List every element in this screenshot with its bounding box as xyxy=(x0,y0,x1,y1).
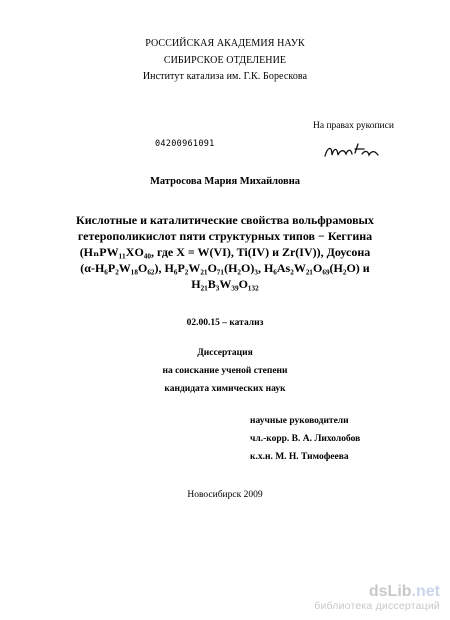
place-year: Новосибирск 2009 xyxy=(187,490,263,500)
supervisor-2: к.х.н. М. Н. Тимофеева xyxy=(250,452,349,462)
dissertation-label: Диссертация xyxy=(197,348,253,358)
document-number: 04200961091 xyxy=(155,139,215,149)
branch-name: СИБИРСКОЕ ОТДЕЛЕНИЕ xyxy=(163,55,287,66)
supervisors-heading: научные руководители xyxy=(250,416,349,426)
academy-name: РОССИЙСКАЯ АКАДЕМИЯ НАУК xyxy=(145,38,305,49)
author-name: Матросова Мария Михайловна xyxy=(149,176,301,187)
title-line-2: гетерополикислот пяти структурных типов − Кеггина xyxy=(77,229,373,243)
supervisor-1: чл.-корр. В. А. Лихолобов xyxy=(250,434,361,444)
watermark xyxy=(314,583,440,612)
degree-line-1: на соискание ученой степени xyxy=(162,366,288,376)
institute-name: Институт катализа им. Г.К. Борескова xyxy=(142,71,308,82)
watermark-subtitle: библиотека диссертаций xyxy=(314,600,440,612)
degree-line-2: кандидата химических наук xyxy=(164,384,286,394)
title-line-5: H₂₁B₃W₃₉O₁₃₂ xyxy=(191,277,259,291)
rights-notice: На правах рукописи xyxy=(313,121,394,131)
title-line-1: Кислотные и каталитические свойства вольфрамовых xyxy=(76,213,374,227)
specialty-code: 02.00.15 – катализ xyxy=(186,318,264,328)
watermark-logo: dsLib.net xyxy=(368,583,440,600)
signature xyxy=(322,140,380,164)
title-line-3: (HₙPW₁₁XO₄₀, где X = W(VI), Ti(IV) и Zr(IV)), Доусона xyxy=(79,245,371,259)
title-line-4: (α-H₆P₂W₁₈O₆₂), H₆P₂W₂₁O₇₁(H₂O)₃, H₆As₂W₂₁O₆₉(H₂O) и xyxy=(80,261,370,275)
